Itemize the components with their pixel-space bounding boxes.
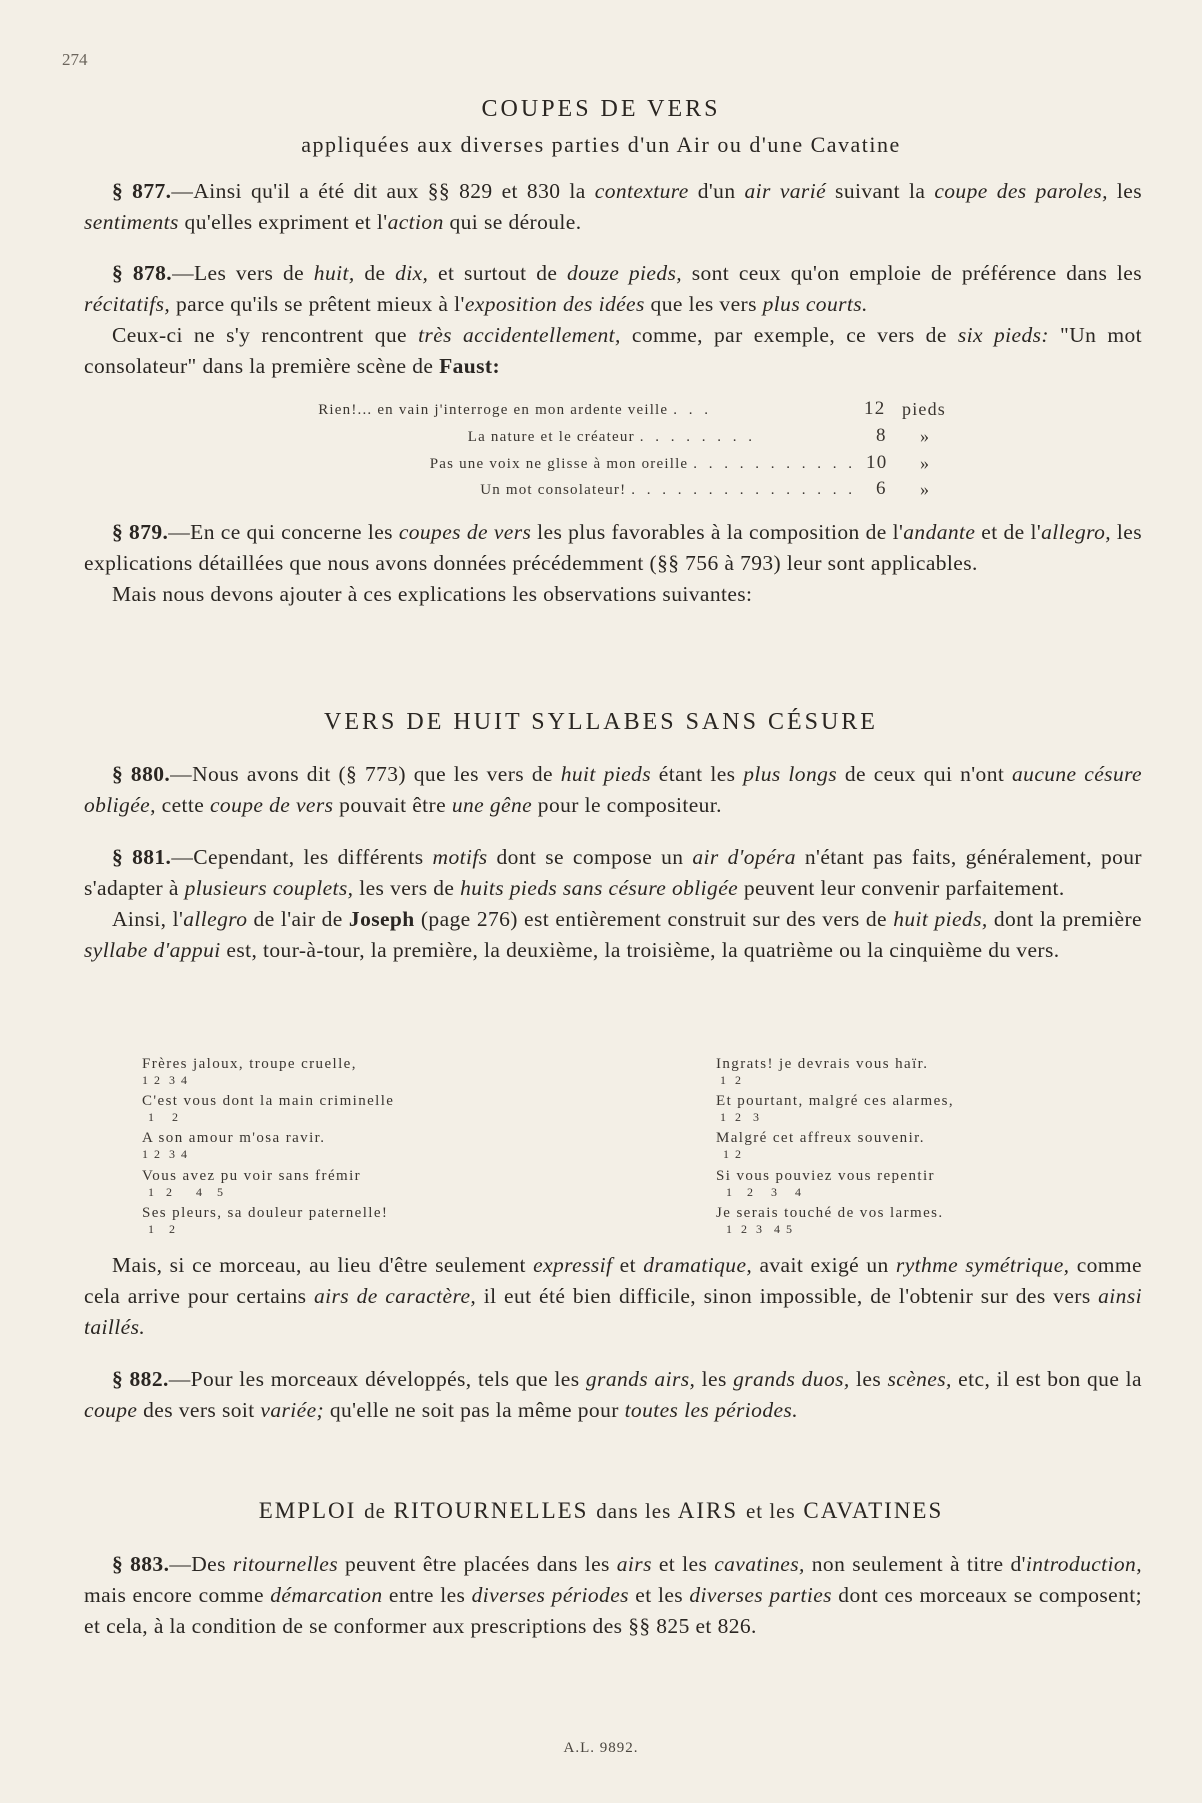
- verse-line: Frères jaloux, troupe cruelle,: [142, 1056, 357, 1072]
- paragraph-878: § 878.—Les vers de huit, de dix, et surtout de douze pieds, sont ceux qu'on emploie de préférence dans les récitatifs, parce qu'ils se prêtent mieux à l'exposition des idées que les vers plus courts. Ceux-ci ne s'y rencontrent que très accidentellement, comme, par exemple, ce vers de six pieds: "Un mot consolateur" dans la première scène de Faust:: [84, 261, 1143, 378]
- section-number: § 880.: [112, 762, 171, 786]
- verse-feet-unit: »: [920, 426, 931, 446]
- verse-line: Pas une voix ne glisse à mon oreille . . . . . . . . . . .: [429, 456, 856, 472]
- verse-feet-unit: pieds: [902, 399, 946, 419]
- heading-coupes-de-vers: COUPES DE VERS: [481, 96, 721, 122]
- section-number: § 883.: [112, 1552, 170, 1576]
- syllable-numbers: 1 2 3 4 5: [720, 1222, 792, 1236]
- paragraph-881-continued: Mais, si ce morceau, au lieu d'être seulement expressif et dramatique, avait exigé un rythme symétrique, comme cela arrive pour certains airs de caractère, il eut été bien difficile, sinon impossible, de l'obtenir sur des vers ainsi taillés.: [84, 1253, 1142, 1339]
- verse-line: Ingrats! je devrais vous haïr.: [716, 1056, 929, 1072]
- paragraph-881: § 881.—Cependant, les différents motifs dont se compose un air d'opéra n'étant pas faits, généralement, pour s'adapter à plusieurs couplets, les vers de huits pieds sans césure obligée peuvent leur convenir parfaitement. Ainsi, l'allegro de l'air de Joseph (page 276) est entièrement construit sur des vers de huit pieds, dont la première syllabe d'appui est, tour-à-tour, la première, la deuxième, la troisième, la quatrième ou la cinquième du vers.: [84, 845, 1143, 962]
- section-number: § 879.: [112, 520, 169, 544]
- syllable-numbers: 1 2 3: [720, 1110, 759, 1124]
- heading-subtitle: appliquées aux diverses parties d'un Air ou d'une Cavatine: [301, 132, 901, 157]
- plate-number-footer: A.L. 9892.: [563, 1740, 639, 1756]
- section-number: § 878.: [112, 261, 173, 285]
- paragraph-882: § 882.—Pour les morceaux développés, tels que les grands airs, les grands duos, les scènes, etc, il est bon que la coupe des vers soit variée; qu'elle ne soit pas la même pour toutes les périodes.: [84, 1367, 1142, 1422]
- verse-feet-value: 8: [876, 425, 887, 446]
- verse-line: Rien!... en vain j'interroge en mon ardente veille . . .: [318, 402, 712, 418]
- verse-line: Ses pleurs, sa douleur paternelle!: [142, 1205, 389, 1221]
- heading-emploi-de-ritournelles: EMPLOI de RITOURNELLES dans les AIRS et les CAVATINES: [258, 1498, 944, 1523]
- verse-line: Et pourtant, malgré ces alarmes,: [716, 1093, 955, 1109]
- syllable-numbers: 1 2: [142, 1110, 178, 1124]
- syllable-numbers: 1 2 3 4: [720, 1185, 801, 1199]
- syllable-numbers: 1 2 3 4: [142, 1147, 187, 1161]
- verse-line: Malgré cet affreux souvenir.: [716, 1130, 925, 1146]
- syllable-numbers: 1 2 4 5: [142, 1185, 223, 1199]
- heading-vers-de-huit-syllabes: VERS DE HUIT SYLLABES SANS CÉSURE: [324, 709, 878, 735]
- verse-line: Un mot consolateur! . . . . . . . . . . . . . . .: [480, 482, 856, 498]
- verse-line: Je serais touché de vos larmes.: [716, 1205, 944, 1221]
- verse-feet-unit: »: [920, 479, 931, 499]
- verse-line: C'est vous dont la main criminelle: [142, 1093, 395, 1109]
- paragraph-879: § 879.—En ce qui concerne les coupes de vers les plus favorables à la composition de l'andante et de l'allegro, les explications détaillées que nous avons données précédemment (§§ 756 à 793) leur sont applicables. Mais nous devons ajouter à ces explications les observations suivantes:: [84, 520, 1143, 606]
- verse-line: A son amour m'osa ravir.: [142, 1130, 326, 1146]
- syllable-numbers: 1 2 3 4: [142, 1073, 187, 1087]
- syllable-numbers: 1 2: [720, 1147, 741, 1161]
- syllable-numbers: 1 2: [720, 1073, 741, 1087]
- paragraph-877: § 877.—Ainsi qu'il a été dit aux §§ 829 et 830 la contexture d'un air varié suivant la coupe des paroles, les sentiments qu'elles expriment et l'action qui se déroule.: [84, 179, 1143, 234]
- verse-line: Si vous pouviez vous repentir: [716, 1168, 935, 1184]
- section-number: § 882.: [112, 1367, 169, 1391]
- verse-feet-value: 10: [866, 452, 888, 473]
- page-number: 274: [62, 50, 88, 69]
- section-number: § 877.: [112, 179, 172, 203]
- paragraph-880: § 880.—Nous avons dit (§ 773) que les vers de huit pieds étant les plus longs de ceux qui n'ont aucune césure obligée, cette coupe de vers pouvait être une gêne pour le compositeur.: [84, 762, 1143, 817]
- verse-feet-value: 6: [876, 478, 887, 499]
- paragraph-883: § 883.—Des ritournelles peuvent être placées dans les airs et les cavatines, non seulement à titre d'introduction, mais encore comme démarcation entre les diverses périodes et les diverses parties dont ces morceaux se composent; et cela, à la condition de se conformer aux prescriptions des §§ 825 et 826.: [84, 1552, 1142, 1638]
- syllable-numbers: 1 2: [142, 1222, 175, 1236]
- section-number: § 881.: [112, 845, 172, 869]
- verse-feet-value: 12: [864, 398, 886, 419]
- verse-line: La nature et le créateur . . . . . . . .: [467, 429, 756, 445]
- verse-feet-unit: »: [920, 453, 931, 473]
- verse-line: Vous avez pu voir sans frémir: [142, 1168, 362, 1184]
